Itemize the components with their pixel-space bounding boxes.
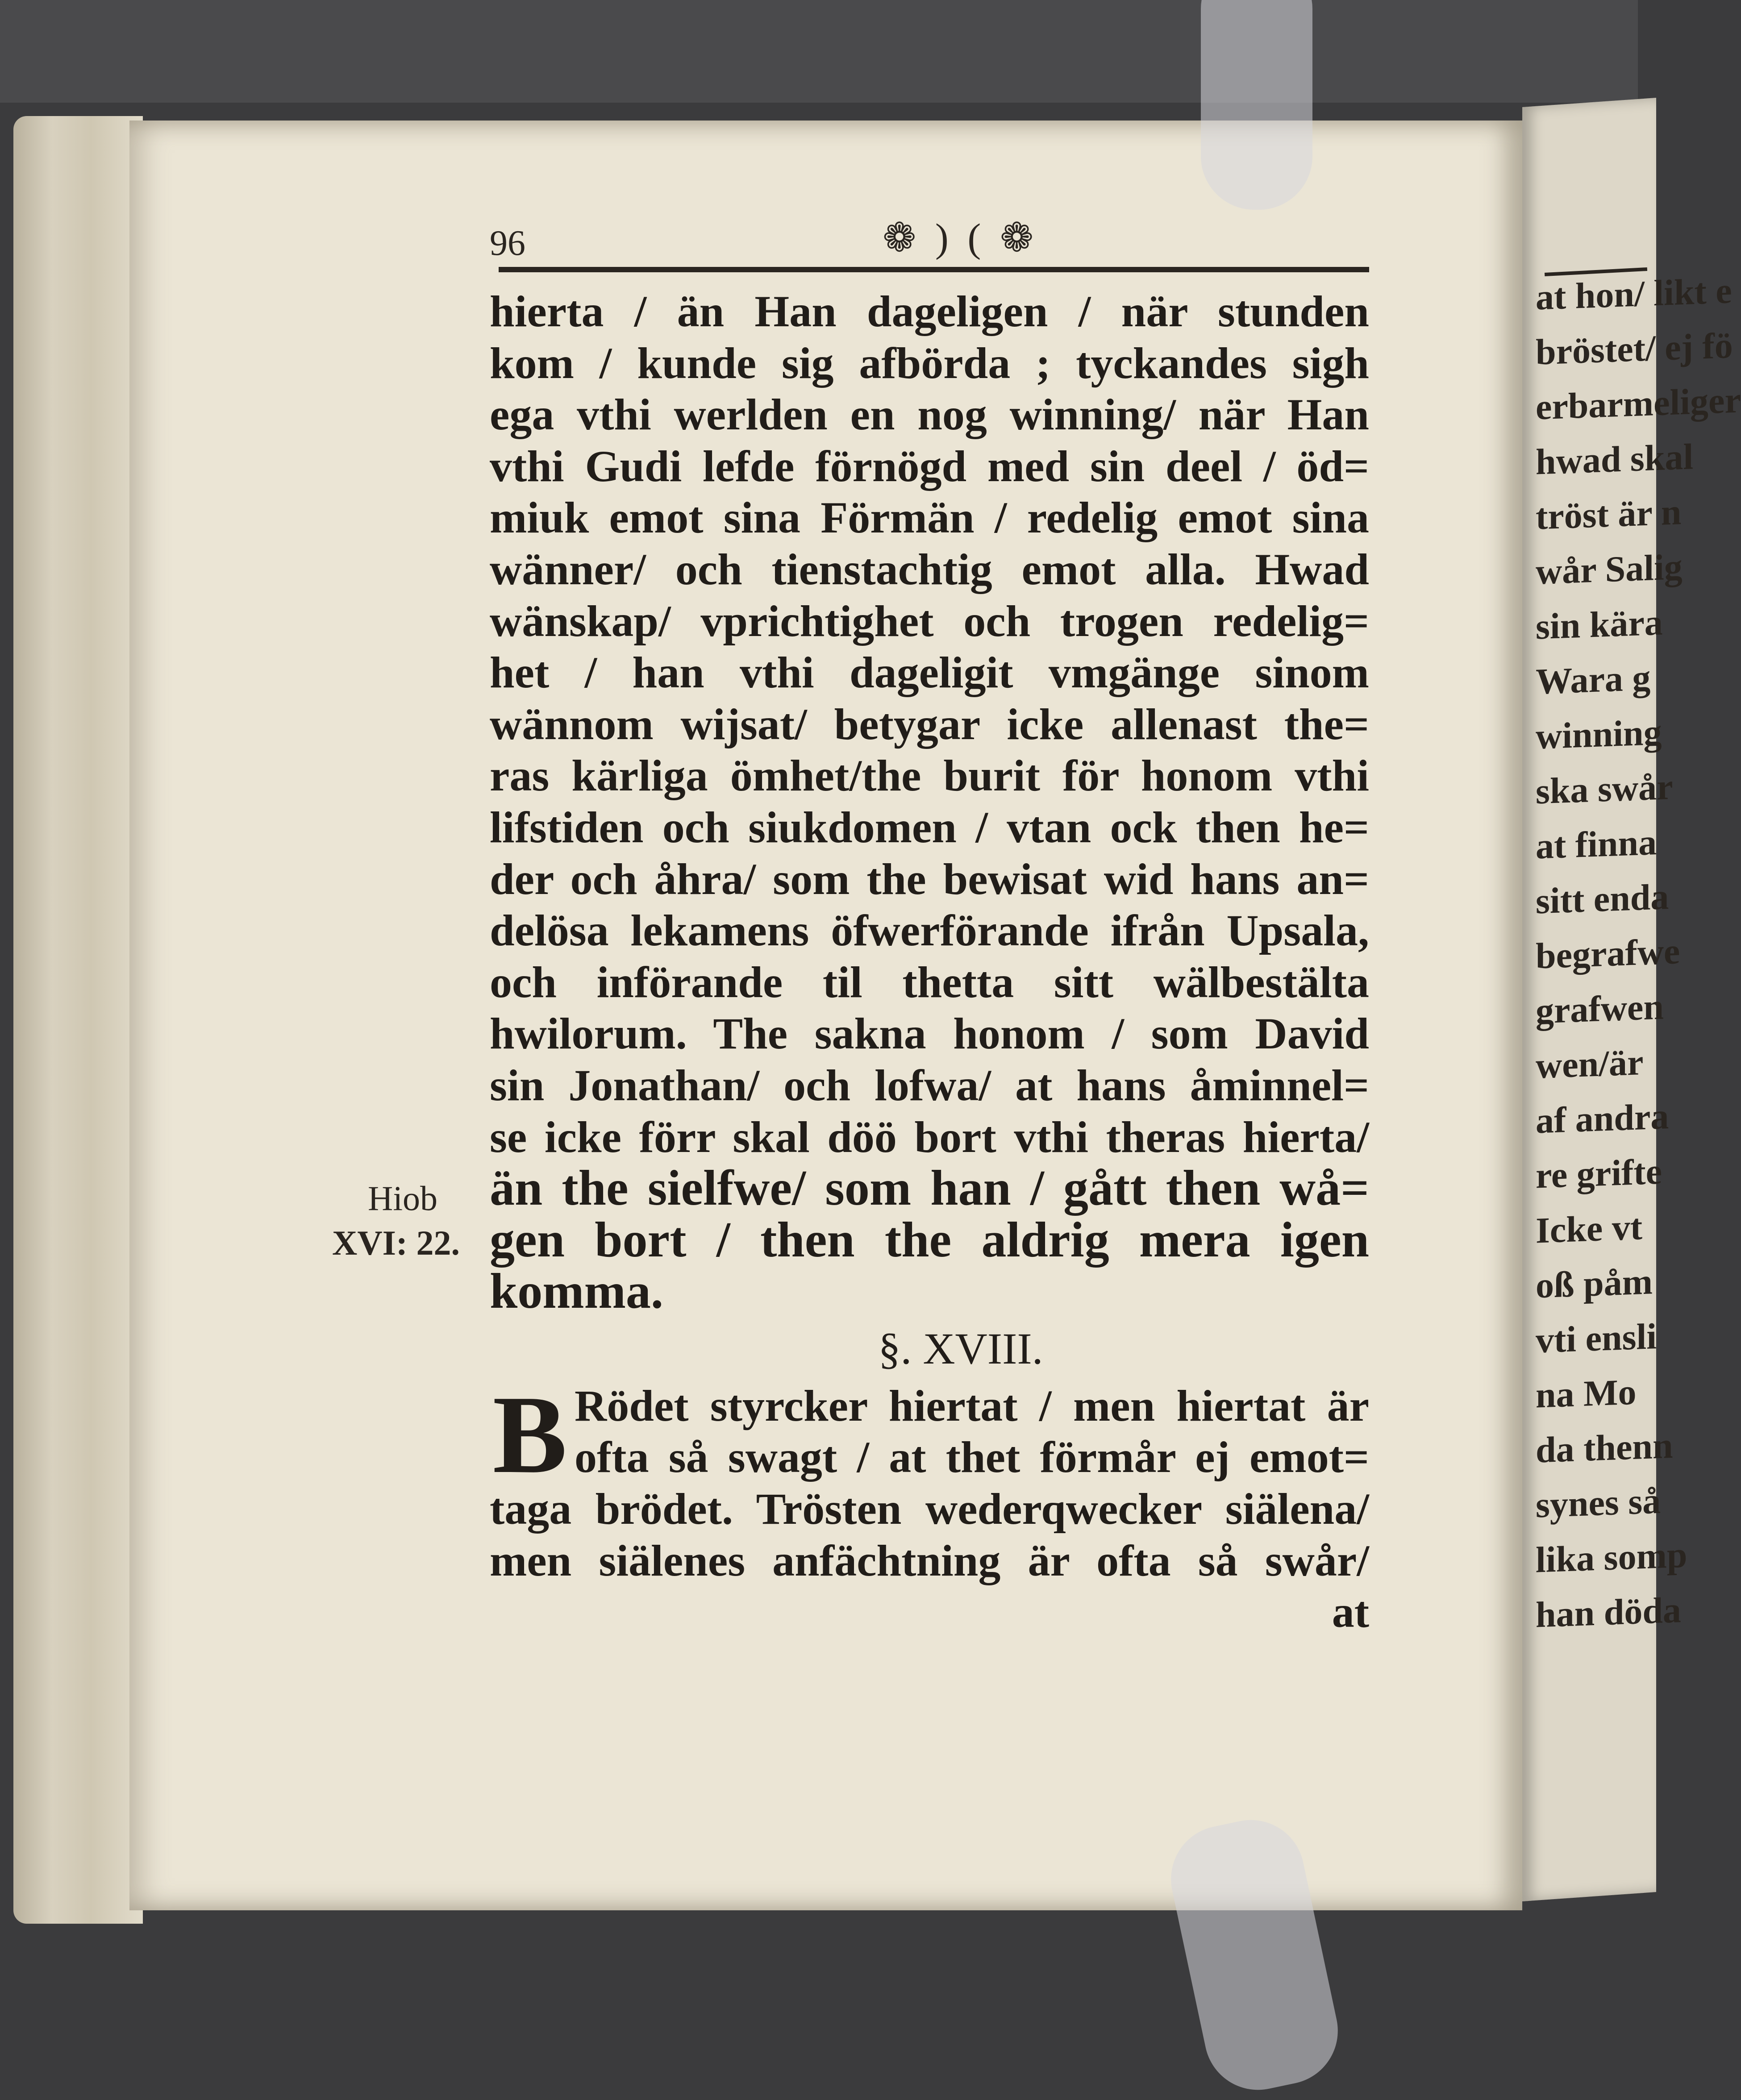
book-page-edges [13,116,143,1924]
text-line: komma. [490,1264,663,1319]
catchword: at [1332,1587,1369,1637]
right-page-line: grafwen [1536,986,1664,1031]
margin-note-book: Hiob [368,1179,437,1218]
right-page-line: sin kära [1536,602,1663,647]
right-page-line: erbarmeliger [1536,379,1741,428]
text-line: Rödet styrcker hiertat / men hiertat är [575,1381,1369,1430]
right-page-line: tröst är n [1536,491,1682,537]
header-rule [499,267,1369,272]
right-page-line: lika somp [1536,1534,1687,1580]
text-line: se icke förr skal döö bort vthi theras hierta/ [490,1112,1369,1162]
scanner-background [0,0,1638,103]
margin-note-reference: XVI: 22. [332,1223,460,1262]
text-line: men siälenes anfächtning är ofta så swår/ [490,1535,1369,1585]
right-page-line: ska swår [1536,766,1673,812]
page-header [490,214,1369,277]
text-line: taga brödet. Trösten wederqwecker siälena/ [490,1484,1369,1534]
text-line: gen bort / then the aldrig mera igen [490,1212,1369,1268]
right-page-line: Wara g [1536,657,1651,702]
page-number: 96 [490,224,525,263]
text-line: wännom wijsat/ betygar icke allenast the= [490,699,1369,749]
right-page-line: synes så [1536,1480,1661,1526]
drop-cap: B [492,1372,567,1497]
text-line: hwilorum. The sakna honom / som David [490,1009,1369,1059]
right-page-line: af andra [1536,1096,1669,1141]
text-line: lifstiden och siukdomen / vtan ock then he= [490,802,1369,852]
right-page-line: hwad skal [1536,436,1694,482]
right-page-line: bröstet/ ej fö [1536,325,1733,373]
paragraph-section [490,1372,1369,1586]
right-page-line: at finna [1536,822,1657,867]
text-line: sin Jonathan/ och lofwa/ at hans åminnel= [490,1060,1369,1110]
right-page-line: re grifte [1536,1151,1662,1196]
text-line: delösa lekamens öfwerförande ifrån Upsala, [490,906,1369,956]
right-page-text [1536,266,1741,1642]
text-line: hierta / än Han dageligen / när stunden [490,287,1369,336]
right-page-line: Icke vt [1536,1206,1643,1251]
right-page-line: at hon/ likt e [1536,270,1732,318]
right-page-line: na Mo [1536,1371,1637,1416]
text-line: och införande til thetta sitt wälbestälta [490,957,1369,1007]
text-line: ras kärliga ömhet/the burit för honom vthi [490,751,1369,801]
text-line: wänner/ och tienstachtig emot alla. Hwad [490,544,1369,594]
right-page-line: begrafwe [1536,931,1680,977]
right-page-line: winning [1536,711,1662,757]
right-page-line: vti ensli [1536,1316,1657,1361]
right-page-line: han döda [1536,1589,1681,1635]
right-page-line: oß påm [1536,1261,1653,1306]
text-line: ofta så swagt / at thet förmår ej emot= [575,1432,1369,1482]
section-heading: §. XVIII. [878,1323,1043,1373]
page-body [490,286,1369,1638]
right-page-line: da thenn [1536,1425,1673,1471]
text-line: än the sielfwe/ som han / gått then wå= [490,1160,1369,1216]
right-page-line: sitt enda [1536,876,1669,922]
right-page-line: wen/är [1536,1042,1644,1086]
page-clip-top [1201,0,1312,210]
text-line: kom / kunde sig afbörda ; tyckandes sigh [490,338,1369,388]
text-line: het / han vthi dageligit vmgänge sinom [490,648,1369,698]
header-ornament-icon: ❁ ) ( ❁ [883,216,1038,260]
text-line: der och åhra/ som the bewisat wid hans an= [490,854,1369,904]
paragraph-main [490,286,1369,1318]
text-line: vthi Gudi lefde förnögd med sin deel / öd= [490,441,1369,491]
text-line: wänskap/ vprichtighet och trogen redelig= [490,596,1369,646]
text-line: miuk emot sina Förmän / redelig emot sina [490,493,1369,543]
text-line: ega vthi werlden en nog winning/ när Han [490,390,1369,440]
right-page-line: wår Salig [1536,546,1683,592]
